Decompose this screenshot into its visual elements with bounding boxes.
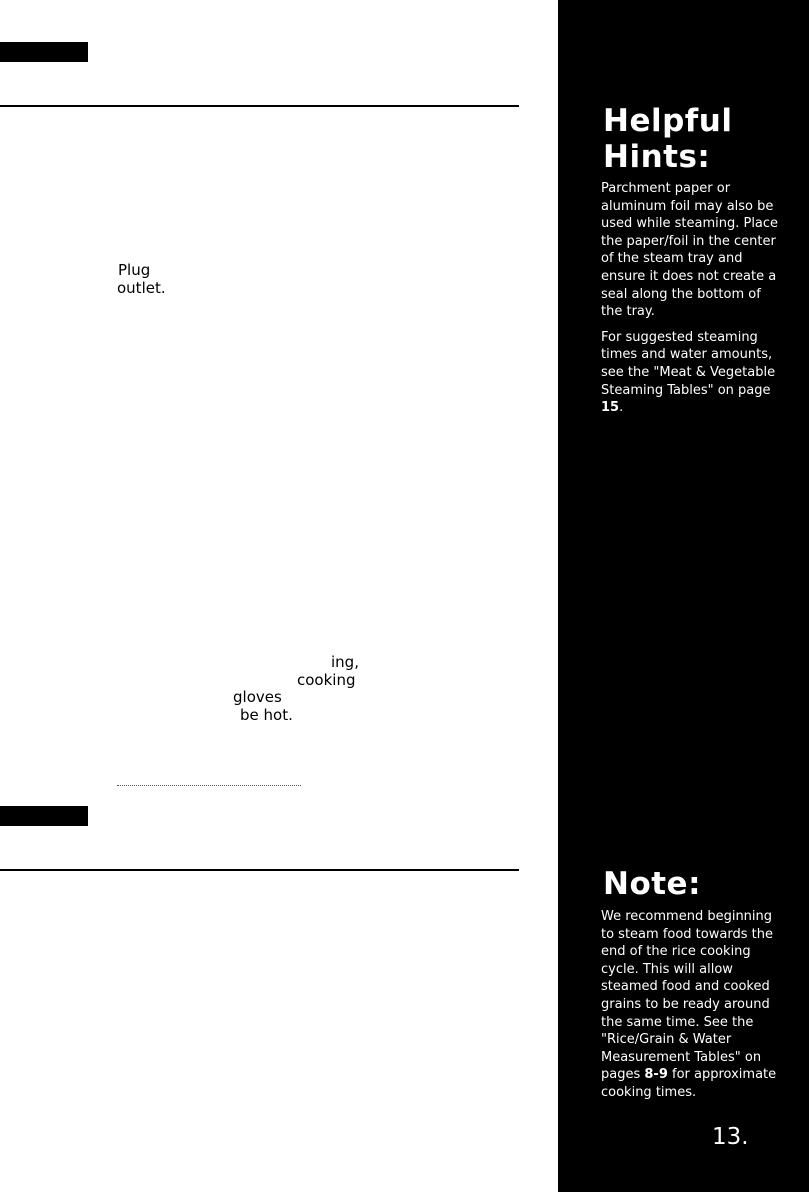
text-fragment-be-hot: be hot.: [240, 706, 293, 724]
section-tab-bottom: [0, 806, 88, 826]
hint-page-ref: 15: [601, 400, 620, 416]
text-fragment-outlet: outlet.: [117, 279, 166, 297]
note-paragraph: We recommend beginning to steam food towards the end of the rice cooking cycle. This will allow steamed food and cooked grains to be ready around the same time. See the "Rice/Grain & Water Measurement Tables" on pages 8-9 for approximate cooking times.: [601, 909, 777, 1100]
note-heading: Note:: [603, 866, 701, 902]
text-fragment-gloves: gloves: [233, 688, 282, 706]
page-number: 13.: [712, 1124, 749, 1150]
section-rule-bottom: [0, 869, 519, 871]
hint-paragraph-1: Parchment paper or aluminum foil may also be used while steaming. Place the paper/foil in the center of the steam tray and ensure it does not create a seal along the bottom of the tray.: [601, 181, 779, 320]
text-fragment-plug: Plug: [118, 261, 151, 279]
note-body: [601, 908, 779, 1102]
section-rule-top: [0, 105, 519, 107]
hint-paragraph-2: For suggested steaming times and water amounts, see the "Meat & Vegetable Steaming Tables" on page 15.: [601, 329, 776, 416]
helpful-hints-heading: [603, 103, 732, 175]
note-page-ref: 8-9: [644, 1067, 668, 1083]
text-fragment-cooking: cooking: [297, 671, 356, 689]
dotted-separator: [117, 785, 301, 786]
heading-line-1: Helpful: [603, 103, 733, 139]
heading-line-2: Hints:: [603, 139, 711, 175]
text-fragment-ing: ing,: [331, 653, 359, 671]
section-tab-top: [0, 42, 88, 62]
hints-sidebar: [558, 0, 809, 1192]
hints-body: [601, 180, 779, 417]
